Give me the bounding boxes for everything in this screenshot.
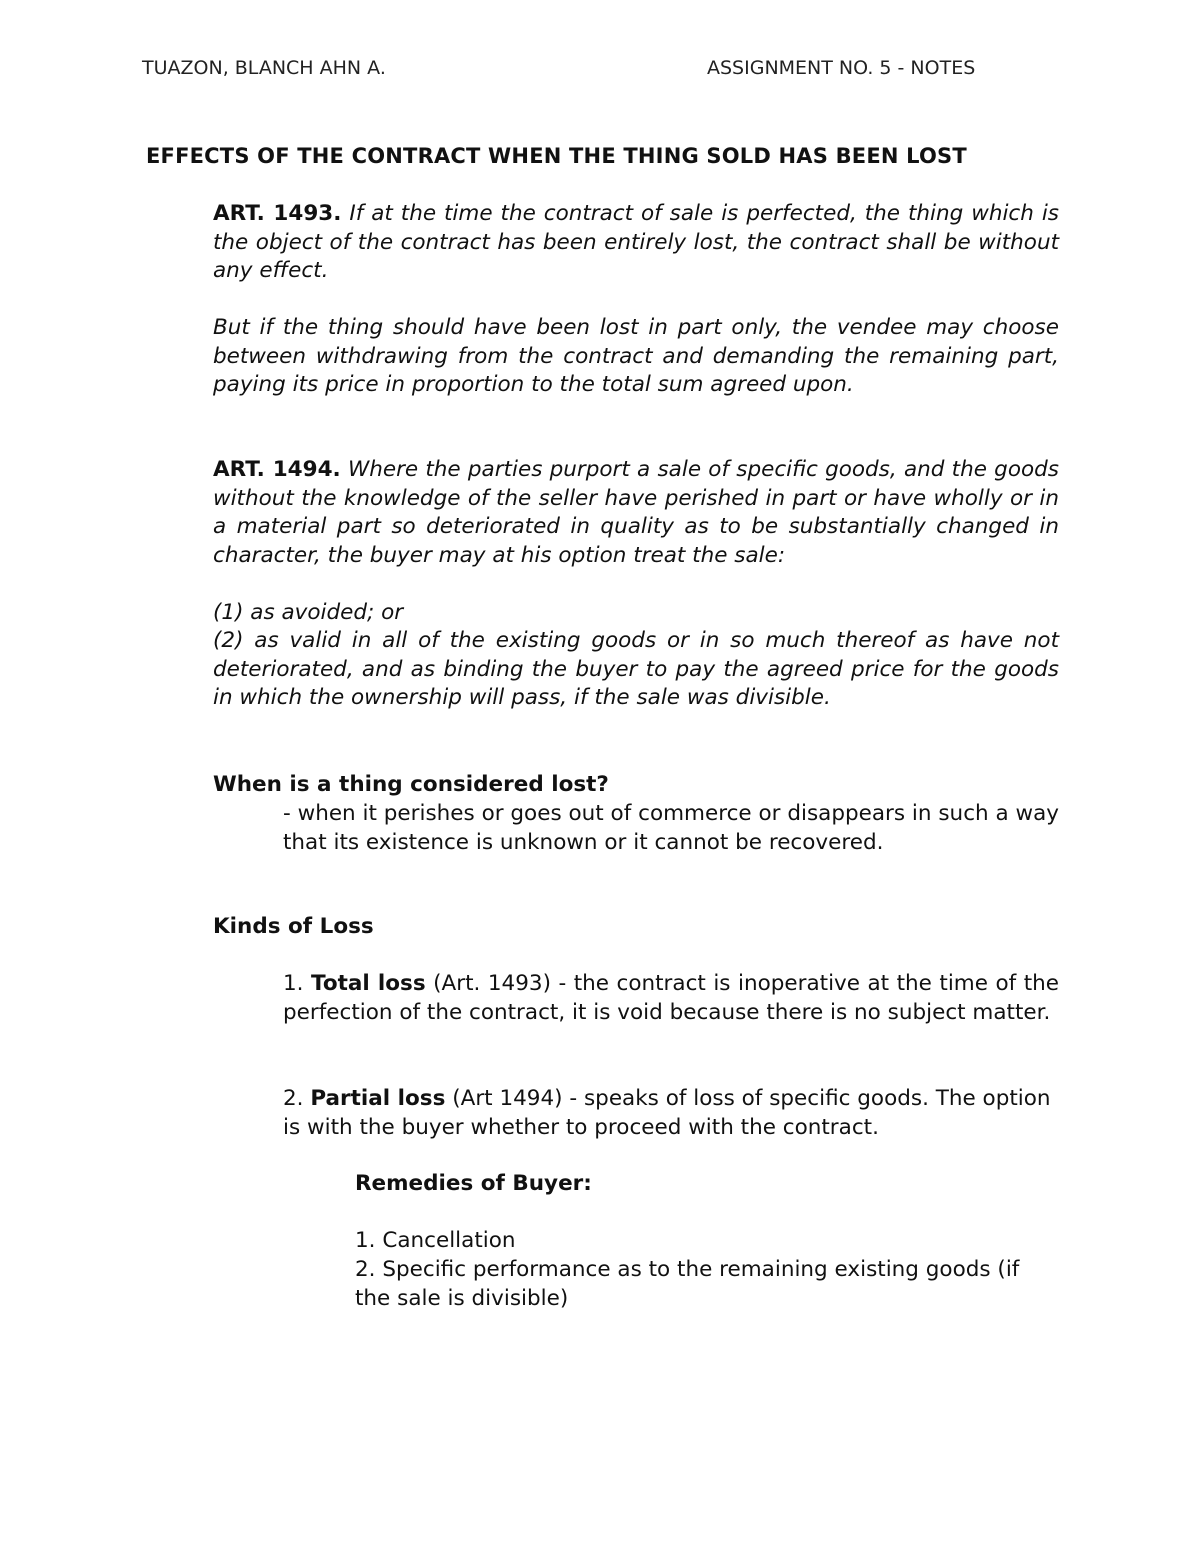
total-loss-item	[283, 970, 1059, 1027]
total-loss-number: 1.	[283, 971, 304, 996]
assignment-label: ASSIGNMENT NO. 5 - NOTES	[707, 57, 976, 79]
lost-answer: - when it perishes or goes out of commerce or disappears in such a way that its existence is unknown or it cannot be recovered.	[283, 801, 1059, 855]
art-1493-label: ART. 1493.	[213, 201, 342, 226]
total-loss-text: (Art. 1493) - the contract is inoperative at the time of the perfection of the contract, it is void because there is no subject matter.	[283, 971, 1059, 1025]
partial-loss-item	[283, 1085, 1059, 1142]
art-1493-text: If at the time the contract of sale is perfected, the thing which is the object of the contract has been entirely lost, the contract shall be without any effect.	[213, 201, 1059, 284]
remedy-item-2: 2. Specific performance as to the remaining existing goods (if the sale is divisible)	[355, 1257, 1020, 1311]
art-1494-para	[213, 456, 1059, 570]
total-loss-term: Total loss	[311, 971, 426, 996]
partial-loss-number: 2.	[283, 1086, 304, 1111]
author-name: TUAZON, BLANCH AHN A.	[142, 57, 386, 79]
lost-question: When is a thing considered lost?	[213, 772, 609, 797]
art-1493-para-2: But if the thing should have been lost in part only, the vendee may choose between withdrawing from the contract and demanding the remaining part, paying its price in proportion to the total sum agreed upon.	[213, 315, 1059, 398]
remedies-heading: Remedies of Buyer:	[355, 1171, 592, 1196]
page-title: EFFECTS OF THE CONTRACT WHEN THE THING SOLD HAS BEEN LOST	[146, 144, 967, 168]
art-1494-item-1: (1) as avoided; or	[213, 600, 404, 625]
kinds-heading: Kinds of Loss	[213, 914, 374, 939]
art-1494-text: Where the parties purport a sale of specific goods, and the goods without the knowledge of the seller have perished in part or have wholly or in a material part so deteriorated in quality as to be substantially changed in character, the buyer may at his option treat the sale:	[213, 457, 1059, 568]
art-1494-item-2: (2) as valid in all of the existing goods or in so much thereof as have not deteriorated, and as binding the buyer to pay the agreed price for the goods in which the ownership will pass, if the sale was divisible.	[213, 628, 1059, 711]
remedy-item-1: 1. Cancellation	[355, 1228, 516, 1253]
art-1493-para-1	[213, 200, 1059, 286]
partial-loss-term: Partial loss	[310, 1086, 446, 1111]
art-1494-label: ART. 1494.	[213, 457, 341, 482]
partial-loss-text: (Art 1494) - speaks of loss of specific goods. The option is with the buyer whether to proceed with the contract.	[283, 1086, 1051, 1140]
